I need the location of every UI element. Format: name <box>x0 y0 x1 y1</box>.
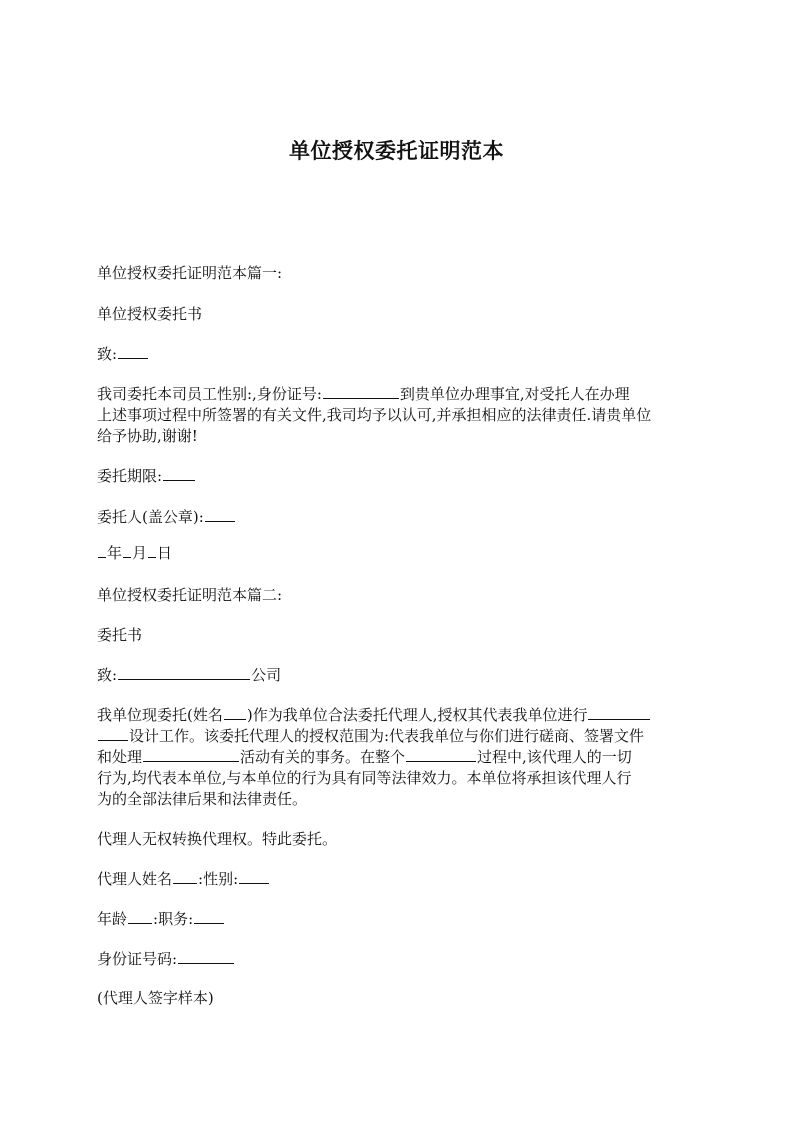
blank-field <box>194 909 224 924</box>
part1-date-line: 年 月 日 <box>97 542 701 564</box>
blank-field <box>406 747 476 762</box>
blank-field <box>173 869 197 884</box>
part2-heading: 单位授权委托证明范本篇二: <box>97 586 283 604</box>
blank-field <box>588 705 650 720</box>
blank-field <box>148 543 156 558</box>
blank-field <box>118 344 148 359</box>
blank-field <box>98 543 106 558</box>
blank-field <box>118 665 250 680</box>
part1-body-line-3: 给予协助,谢谢! <box>97 427 198 445</box>
part2-doc-title: 委托书 <box>97 626 143 644</box>
part2-body-line-3: 和处理 活动有关的事务。在整个 过程中,该代理人的一切 <box>97 748 632 766</box>
blank-field <box>163 466 195 481</box>
part2-no-transfer: 代理人无权转换代理权。特此委托。 <box>97 830 338 848</box>
blank-field <box>205 507 235 522</box>
part2-to-line: 致: 公司 <box>97 666 282 684</box>
part2-agent-name-line: 代理人姓名 :性别: <box>97 868 701 890</box>
part2-body-line-5: 为的全部法律后果和法律责任。 <box>97 790 308 808</box>
part1-to-line: 致: <box>97 343 701 365</box>
part1-body-line-2: 上述事项过程中所签署的有关文件,我司均予以认可,并承担相应的法律责任.请贵单位 <box>97 406 652 424</box>
part2-body-line-1: 我单位现委托(姓名 )作为我单位合法委托代理人,授权其代表我单位进行 <box>97 704 701 726</box>
part1-body-line-1: 我司委托本司员工性别:,身份证号: 到贵单位办理事宜,对受托人在办理 <box>97 385 630 403</box>
blank-field <box>224 705 246 720</box>
part1-term-line: 委托期限: <box>97 465 701 487</box>
part1-doc-title: 单位授权委托书 <box>97 305 203 323</box>
blank-field <box>123 543 131 558</box>
part1-principal-line: 委托人(盖公章): <box>97 506 701 528</box>
blank-field <box>143 747 239 762</box>
blank-field <box>128 909 152 924</box>
blank-field <box>98 726 128 741</box>
blank-field <box>178 949 234 964</box>
part1-heading: 单位授权委托证明范本篇一: <box>97 264 283 282</box>
blank-field <box>239 869 269 884</box>
blank-field <box>323 384 399 399</box>
part2-id-line: 身份证号码: <box>97 948 701 970</box>
part2-body-line-2: 设计工作。该委托代理人的授权范围为:代表我单位与你们进行磋商、签署文件 <box>97 725 701 747</box>
part2-signature-sample: (代理人签字样本) <box>97 989 214 1007</box>
part2-age-line: 年龄 :职务: <box>97 908 701 930</box>
part2-body-line-4: 行为,均代表本单位,与本单位的行为具有同等法律效力。本单位将承担该代理人行 <box>97 769 632 787</box>
document-title: 单位授权委托证明范本 <box>289 139 504 163</box>
